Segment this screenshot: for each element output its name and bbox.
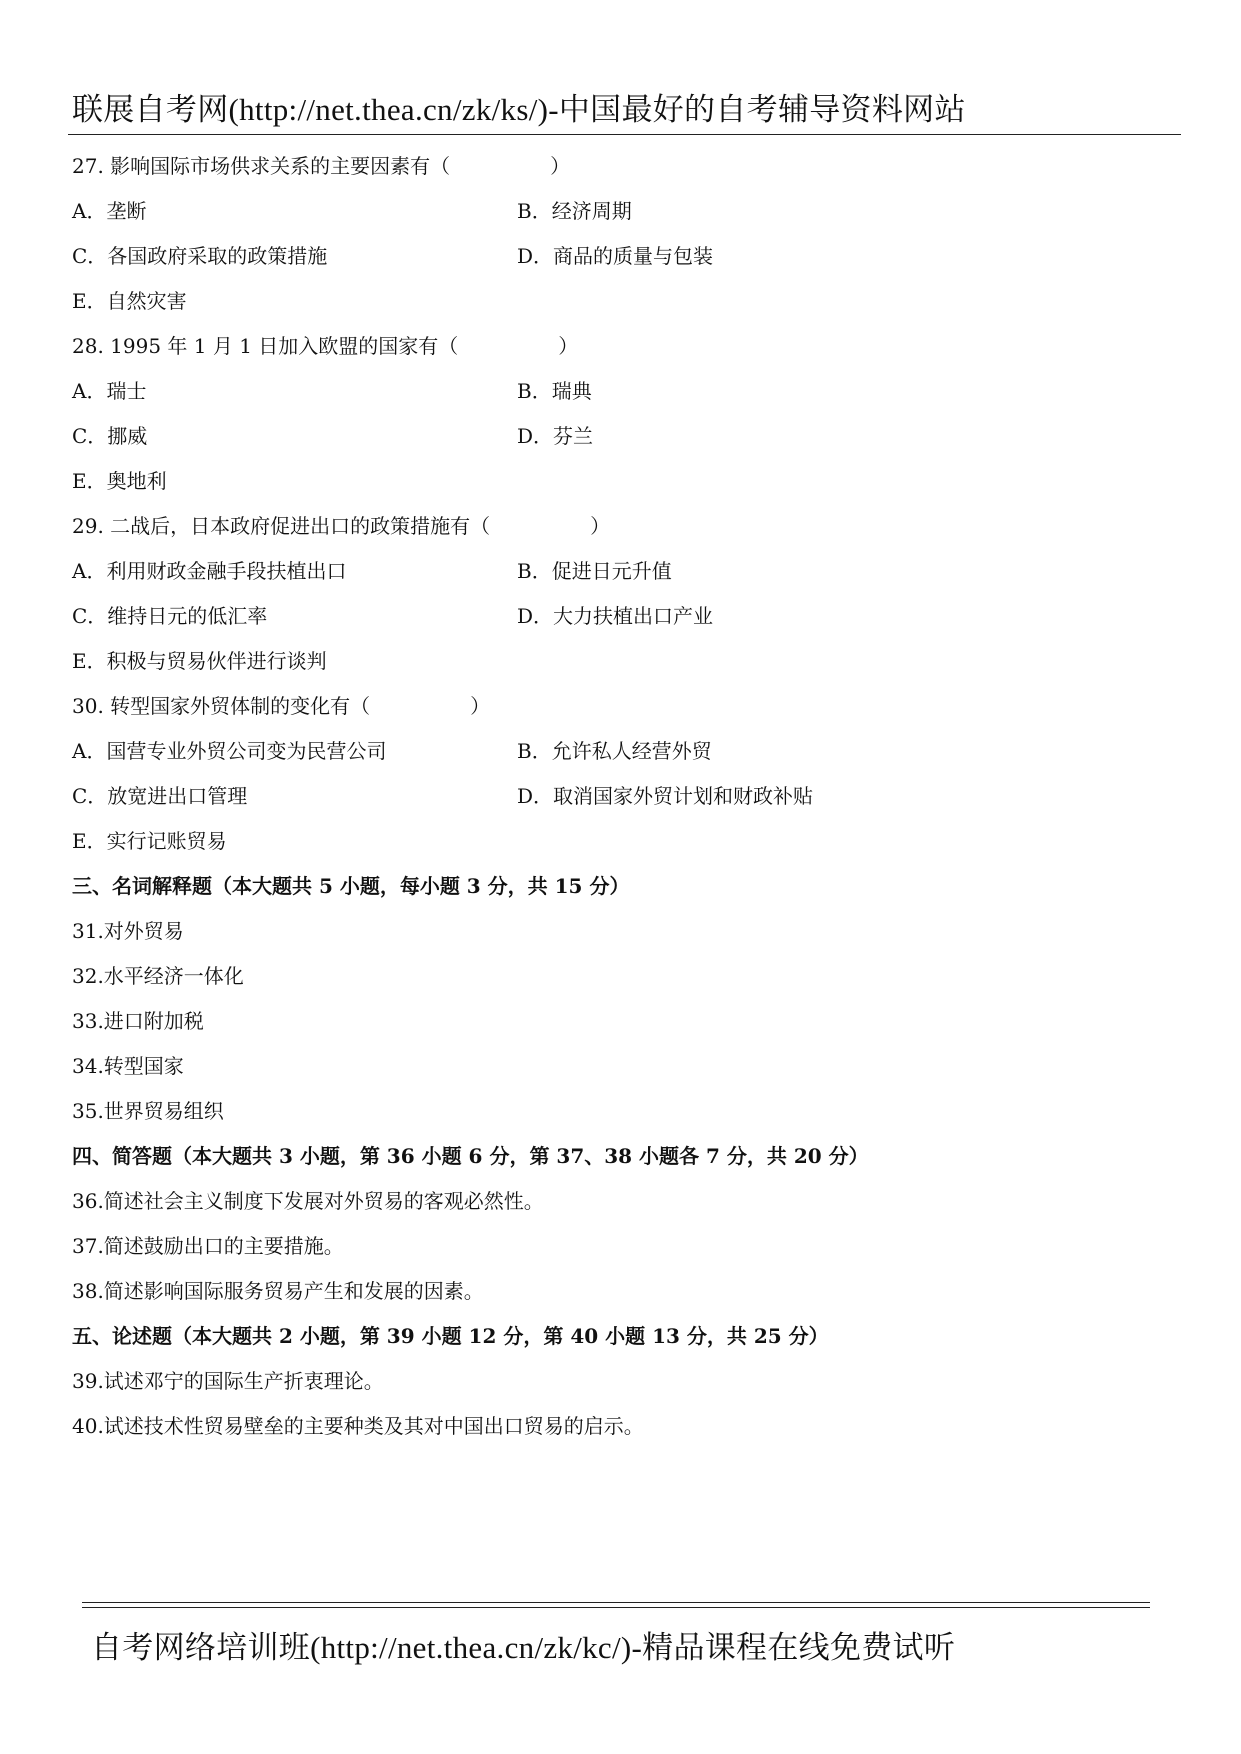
- question-27-option-b: B．经济周期: [517, 199, 632, 223]
- question-33: 33.进口附加税: [72, 1009, 204, 1033]
- question-30-stem: 30. 转型国家外贸体制的变化有（ ）: [72, 694, 491, 718]
- question-37: 37.简述鼓励出口的主要措施。: [72, 1234, 344, 1258]
- exam-content: [72, 150, 1172, 1455]
- question-27-options-cd: [72, 240, 1172, 285]
- question-29-options-ab: [72, 555, 1172, 600]
- question-30-options-cd: [72, 780, 1172, 825]
- question-35: 35.世界贸易组织: [72, 1099, 224, 1123]
- question-29-option-e: E．积极与贸易伙伴进行谈判: [72, 649, 327, 673]
- page-footer: 自考网络培训班(http://net.thea.cn/zk/kc/)-精品课程在线免费试听: [91, 1630, 956, 1665]
- question-30-option-c: C．放宽进出口管理: [72, 784, 248, 808]
- question-28-options-ab: [72, 375, 1172, 420]
- question-29-options-cd: [72, 600, 1172, 645]
- question-31: 31.对外贸易: [72, 919, 184, 943]
- question-29-option-b: B．促进日元升值: [517, 559, 672, 583]
- section-4-title: 四、简答题（本大题共 3 小题，第 36 小题 6 分，第 37、38 小题各 7 分，共 20 分）: [72, 1144, 869, 1168]
- question-29-option-d: D．大力扶植出口产业: [517, 604, 714, 628]
- question-27-options-ab: [72, 195, 1172, 240]
- question-27-option-d: D．商品的质量与包装: [517, 244, 714, 268]
- question-28-stem: 28. 1995 年 1 月 1 日加入欧盟的国家有（ ）: [72, 334, 579, 358]
- question-30-options-ab: [72, 735, 1172, 780]
- question-28-option-d: D．芬兰: [517, 424, 594, 448]
- question-39: 39.试述邓宁的国际生产折衷理论。: [72, 1369, 384, 1393]
- question-28-options-cd: [72, 420, 1172, 465]
- header-divider: [68, 134, 1181, 135]
- question-27-stem: 27. 影响国际市场供求关系的主要因素有（ ）: [72, 154, 571, 178]
- footer-divider: [82, 1602, 1150, 1608]
- question-27-option-a: A．垄断: [72, 199, 147, 223]
- question-36: 36.简述社会主义制度下发展对外贸易的客观必然性。: [72, 1189, 544, 1213]
- question-28-option-e: E．奥地利: [72, 469, 167, 493]
- question-28-option-b: B．瑞典: [517, 379, 592, 403]
- question-27-option-c: C．各国政府采取的政策措施: [72, 244, 328, 268]
- question-40: 40.试述技术性贸易壁垒的主要种类及其对中国出口贸易的启示。: [72, 1414, 644, 1438]
- question-29-option-a: A．利用财政金融手段扶植出口: [72, 559, 347, 583]
- question-29-stem: 29. 二战后，日本政府促进出口的政策措施有（ ）: [72, 514, 611, 538]
- question-34: 34.转型国家: [72, 1054, 184, 1078]
- question-27-option-e: E．自然灾害: [72, 289, 187, 313]
- question-28-option-a: A．瑞士: [72, 379, 147, 403]
- question-28-option-c: C．挪威: [72, 424, 148, 448]
- question-30-option-a: A．国营专业外贸公司变为民营公司: [72, 739, 387, 763]
- section-5-title: 五、论述题（本大题共 2 小题，第 39 小题 12 分，第 40 小题 13 分，共 25 分）: [72, 1324, 829, 1348]
- question-30-option-e: E．实行记账贸易: [72, 829, 227, 853]
- page-header: 联展自考网(http://net.thea.cn/zk/ks/)-中国最好的自考辅导资料网站: [72, 92, 966, 127]
- section-3-title: 三、名词解释题（本大题共 5 小题，每小题 3 分，共 15 分）: [72, 874, 630, 898]
- question-32: 32.水平经济一体化: [72, 964, 244, 988]
- question-38: 38.简述影响国际服务贸易产生和发展的因素。: [72, 1279, 484, 1303]
- question-30-option-b: B．允许私人经营外贸: [517, 739, 712, 763]
- question-30-option-d: D．取消国家外贸计划和财政补贴: [517, 784, 814, 808]
- question-29-option-c: C．维持日元的低汇率: [72, 604, 268, 628]
